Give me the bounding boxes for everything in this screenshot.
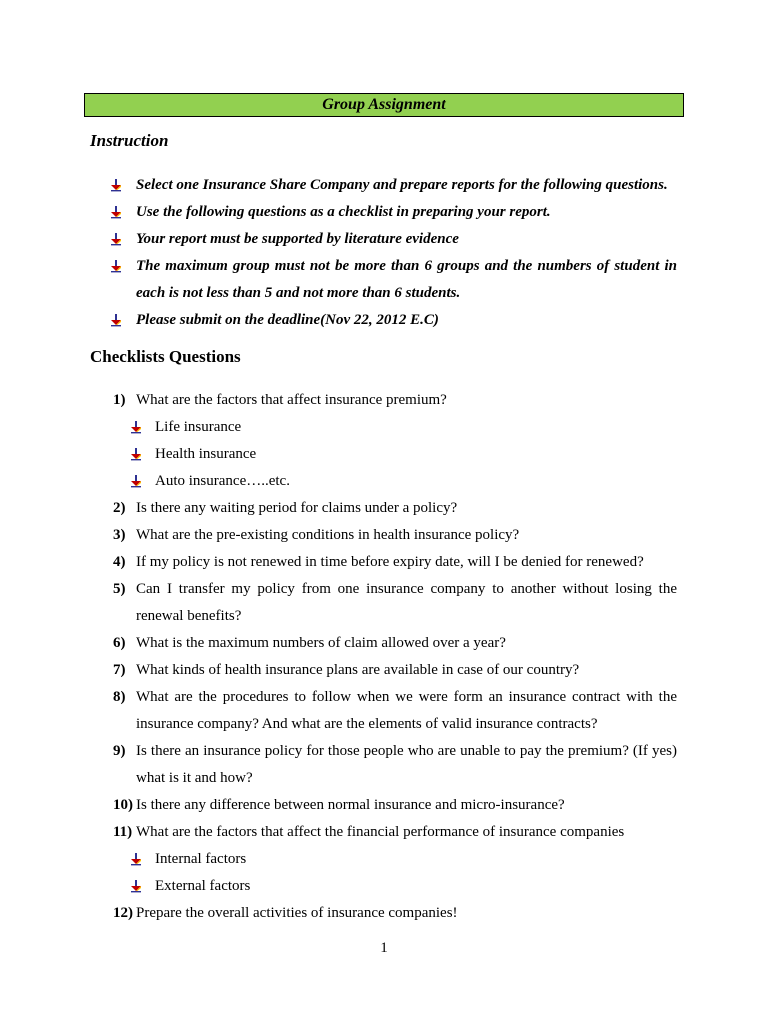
sub-item-text: Auto insurance…..etc. (155, 473, 290, 489)
assignment-title-box (84, 93, 684, 117)
question-number: 7) (113, 662, 126, 678)
question-text: Prepare the overall activities of insurance companies! (136, 905, 458, 921)
instruction-item (110, 199, 677, 226)
question-number: 2) (113, 500, 126, 516)
instruction-item-text: The maximum group must not be more than 6 groups and the numbers of student in each is not less than 5 and not more than 6 students. (136, 258, 677, 301)
arrow-down-bullet-icon (110, 229, 123, 243)
question-sub-item (130, 441, 677, 468)
question-text: What is the maximum numbers of claim allowed over a year? (136, 635, 506, 651)
question-text: What are the factors that affect insurance premium? (136, 392, 447, 408)
question-number: 8) (113, 689, 126, 705)
assignment-title: Group Assignment (322, 96, 446, 113)
instruction-item-text: Use the following questions as a checklist in preparing your report. (136, 204, 551, 220)
instruction-list (110, 172, 677, 334)
sub-item-text: Health insurance (155, 446, 257, 462)
checklist-question-list (110, 387, 677, 927)
arrow-down-bullet-icon (110, 256, 123, 270)
question-sub-item (130, 846, 677, 873)
question-text: What are the pre-existing conditions in health insurance policy? (136, 527, 520, 543)
arrow-down-bullet-icon (130, 876, 143, 890)
question-text: What are the factors that affect the financial performance of insurance companies (136, 824, 625, 840)
question-sub-item (130, 468, 677, 495)
arrow-down-bullet-icon (130, 471, 143, 485)
question-number: 4) (113, 554, 126, 570)
checklist-question (110, 738, 677, 792)
arrow-down-bullet-icon (110, 202, 123, 216)
checklist-question (110, 495, 677, 522)
arrow-down-bullet-icon (130, 849, 143, 863)
question-number: 1) (113, 392, 126, 408)
instruction-item-text: Please submit on the deadline(Nov 22, 2012 E.C) (136, 312, 439, 328)
question-number: 9) (113, 743, 126, 759)
instruction-item-text: Select one Insurance Share Company and prepare reports for the following questions. (136, 177, 668, 193)
instruction-item (110, 253, 677, 307)
page-number: 1 (380, 940, 388, 956)
checklist-question (110, 630, 677, 657)
question-sub-list (130, 846, 677, 900)
checklist-question (110, 549, 677, 576)
checklist-question (110, 387, 677, 414)
instruction-item (110, 307, 677, 334)
checklist-question (110, 657, 677, 684)
question-number: 10) (113, 797, 133, 813)
question-number: 6) (113, 635, 126, 651)
checklist-question (110, 522, 677, 549)
checklist-heading: Checklists Questions (90, 347, 241, 366)
arrow-down-bullet-icon (130, 444, 143, 458)
arrow-down-bullet-icon (110, 310, 123, 324)
sub-item-text: Internal factors (155, 851, 247, 867)
question-number: 12) (113, 905, 133, 921)
instruction-item-text: Your report must be supported by literature evidence (136, 231, 459, 247)
question-text: If my policy is not renewed in time before expiry date, will I be denied for renewed? (136, 554, 644, 570)
question-sub-list (130, 414, 677, 495)
question-sub-item (130, 414, 677, 441)
question-sub-item (130, 873, 677, 900)
sub-item-text: External factors (155, 878, 251, 894)
instruction-item (110, 172, 677, 199)
question-text: Is there any waiting period for claims under a policy? (136, 500, 458, 516)
question-number: 5) (113, 581, 126, 597)
question-text: Is there any difference between normal insurance and micro-insurance? (136, 797, 565, 813)
sub-item-text: Life insurance (155, 419, 242, 435)
checklist-question (110, 819, 677, 846)
arrow-down-bullet-icon (130, 417, 143, 431)
question-text: Can I transfer my policy from one insurance company to another without losing the renewal benefits? (136, 581, 677, 624)
question-number: 11) (113, 824, 133, 840)
question-text: What are the procedures to follow when we were form an insurance contract with the insurance company? And what are the elements of valid insurance contracts? (136, 689, 677, 732)
checklist-question (110, 900, 677, 927)
arrow-down-bullet-icon (110, 175, 123, 189)
question-text: What kinds of health insurance plans are available in case of our country? (136, 662, 580, 678)
checklist-question (110, 576, 677, 630)
question-number: 3) (113, 527, 126, 543)
checklist-question (110, 684, 677, 738)
instruction-heading: Instruction (90, 131, 169, 150)
checklist-question (110, 792, 677, 819)
instruction-item (110, 226, 677, 253)
question-text: Is there an insurance policy for those people who are unable to pay the premium? (If yes) what is it and how? (136, 743, 677, 786)
